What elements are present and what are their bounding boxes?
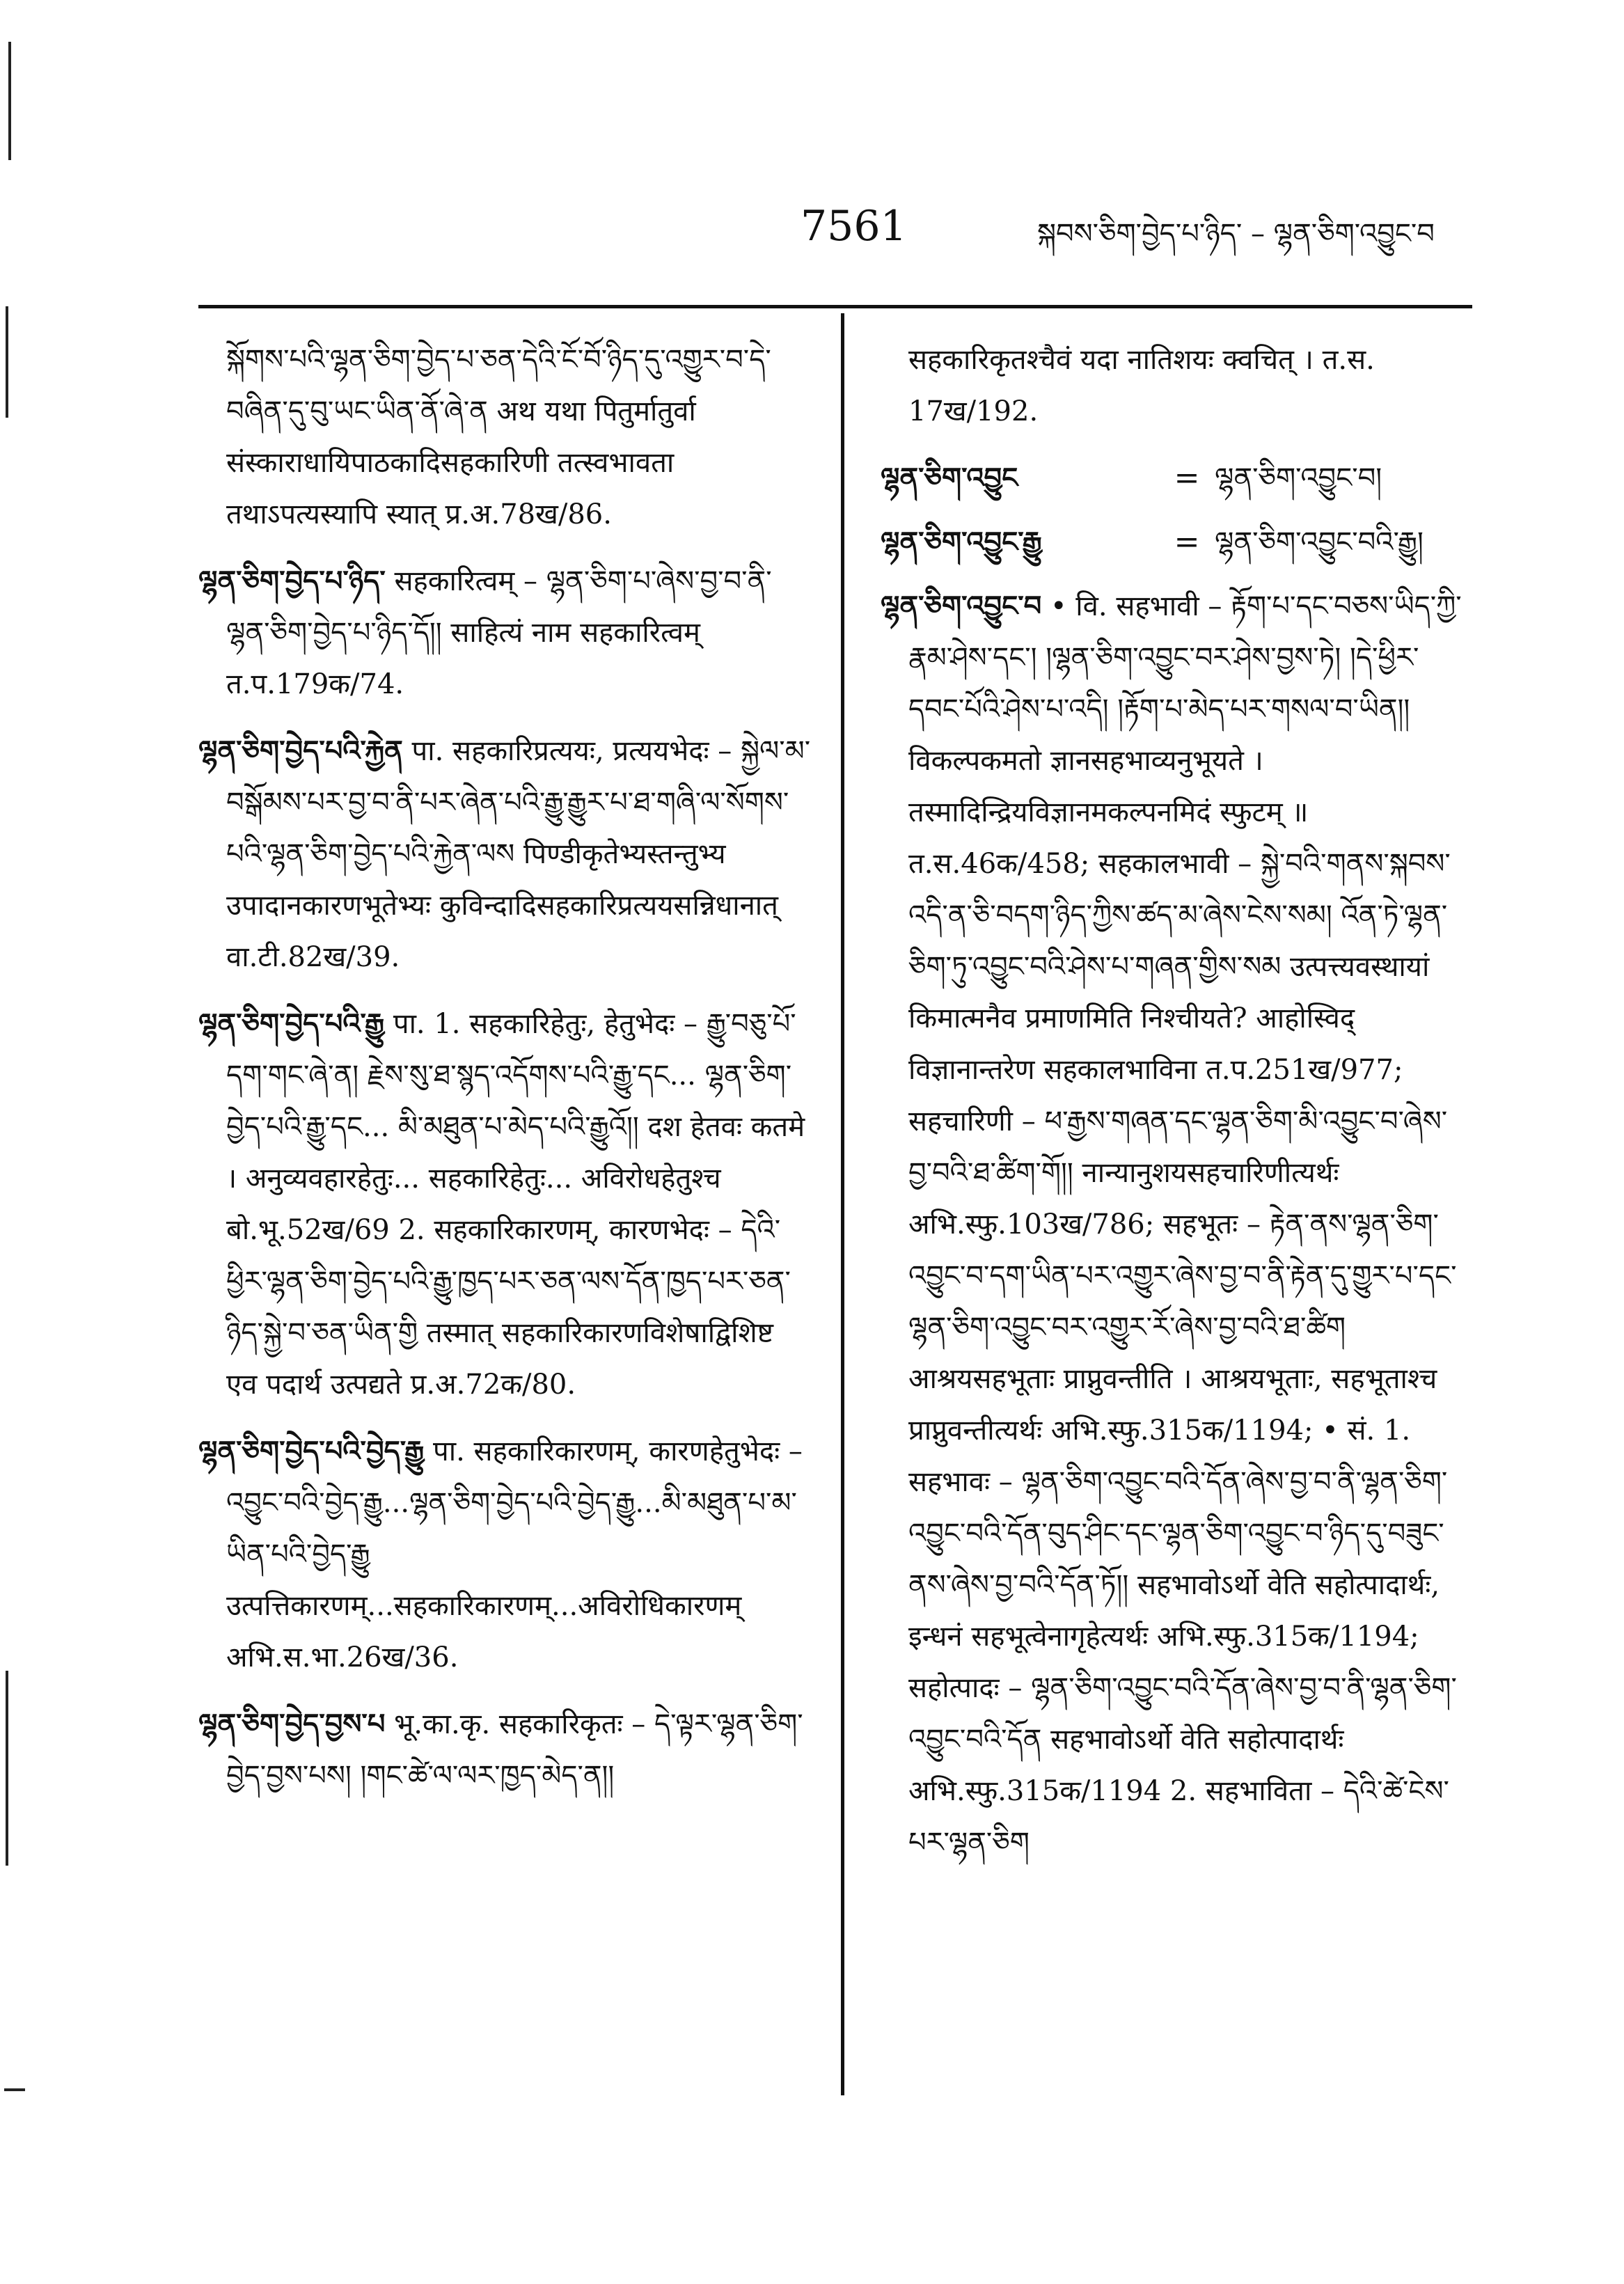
entry-headword: ལྷན་ཅིག་འབྱུང་བ [881,590,1042,622]
dictionary-entry [881,581,1469,1868]
entry-continuation: སྐོགས་པའི་ལྷན་ཅིག་བྱེད་པ་ཅན་དེའི་ངོ་བོ་ཉིད་དུ་འགྱུར་བ་དེ་བཞིན་དུ་བུ་ཡང་ཡིན་ནོ་ཞེ་ན अथ यथा पितुर्मातुर्वा संस्काराधायिपाठकादिसहकारिणी तत्स्वभावता तथाऽपत्यस्यापि स्यात् प्र.अ.78ख/86. [226,344,771,530]
right-column [881,334,1469,1884]
xref-equals: = [1174,524,1200,560]
xref-target: ལྷན་ཅིག་འབྱུང་བའི་རྒྱུ། [1215,526,1424,558]
margin-mark [6,306,8,418]
xref-head: ལྷན་ཅིག་འབྱུང་རྒྱུ [881,526,1042,558]
dictionary-entry [198,1699,811,1802]
cross-reference [881,452,1469,504]
entry-headword: ལྷན་ཅིག་བྱེད་པའི་བྱེད་རྒྱུ [198,1435,425,1467]
dictionary-entry [198,725,811,983]
entry-body: सहकारित्वम् – ལྷན་ཅིག་པ་ཞེས་བྱ་བ་ནི་ལྷན་ཅིག་བྱེད་པ་ཉིད་དོ།། साहित्यं नाम सहकारित्वम् त.प.179क/74. [226,565,772,700]
dictionary-entry [198,998,811,1410]
entry-headword: ལྷན་ཅིག་བྱེད་བྱས་པ [198,1708,386,1740]
entry-body: पा. सहकारिप्रत्ययः, प्रत्ययभेदः – སྐྱེལ་མ་བསྒོམས་པར་བྱ་བ་ནི་པར་ཞེན་པའི་རྒྱུ་རྒྱུར་པ་ཐ་གཞི་ལ་སོགས་པའི་ལྷན་ཅིག་བྱེད་པའི་རྐྱེན་ལས पिण्डीकृतेभ्यस्तन्तुभ्य उपादानकारणभूतेभ्यः कुविन्दादिसहकारिप्रत्ययसन्निधानात् वा.टी.82ख/39. [226,735,811,973]
entry-continuation: सहकारिकृतश्चैवं यदा नातिशयः क्वचित् । त.स. 17ख/192. [908,344,1375,427]
margin-mark [8,42,11,160]
margin-mark [4,2088,25,2091]
column-divider [841,313,844,2095]
cross-reference [881,517,1469,568]
header-rule [198,305,1472,308]
xref-head: ལྷན་ཅིག་འབྱུང [881,462,1018,494]
entry-headword: ལྷན་ཅིག་བྱེད་པའི་རྐྱེན [198,734,403,767]
entry-body: • वि. सहभावी – རྟོག་པ་དང་བཅས་ཡིད་ཀྱི་རྣམ་ཤེས་དང་། །ལྷན་ཅིག་འབྱུང་བར་ཤེས་བྱས་ཏེ། །དེ་ཕྱིར་དབང་པོའི་ཤེས་པ་འདི། །རྟོག་པ་མེད་པར་གསལ་བ་ཡིན།། विकल्पकमतो ज्ञानसहभाव्यनुभूयते । तस्मादिन्द्रियविज्ञानमकल्पनमिदं स्फुटम् ॥ त.स.46क/458; सहकालभावी – སྐྱེ་བའི་གནས་སྐབས་འདི་ན་ཅི་བདག་ཉིད་ཀྱིས་ཚད་མ་ཞེས་ངེས་སམ། འོན་ཏེ་ལྷན་ཅིག་ཏུ་འབྱུང་བའི་ཤེས་པ་གཞན་གྱིས་སམ उत्पत्त्यवस्थायां किमात्मनैव प्रमाणमिति निश्चीयते? आहोस्विद् विज्ञानान्तरेण सहकालभाविना त.प.251ख/977; सहचारिणी – ཕ་རྒྱས་གཞན་དང་ལྷན་ཅིག་མི་འབྱུང་བ་ཞེས་བྱ་བའི་ཐ་ཚིག་གོ།། नान्यानुशयसहचारिणीत्यर्थः अभि.स्फु.103ख/786; सहभूतः – རྟེན་ནས་ལྷན་ཅིག་འབྱུང་བ་དག་ཡིན་པར་འགྱུར་ཞེས་བྱ་བ་ནི་རྟེན་དུ་གྱུར་པ་དང་ལྷན་ཅིག་འབྱུང་བར་འགྱུར་རོ་ཞེས་བྱ་བའི་ཐ་ཚིག आश्रयसहभूताः प्राप्नुवन्तीति । आश्रयभूताः, सहभूताश्च प्राप्नुवन्तीत्यर्थः अभि.स्फु.315क/1194; • सं. 1. सहभावः – ལྷན་ཅིག་འབྱུང་བའི་དོན་ཞེས་བྱ་བ་ནི་ལྷན་ཅིག་འབྱུང་བའི་དོན་བུད་ཤིང་དང་ལྷན་ཅིག་འབྱུང་བ་ཉིད་དུ་བཟུང་ནས་ཞེས་བྱ་བའི་དོན་ཏོ།། सहभावोऽर्थो वेति सहोत्पादार्थः, इन्धनं सहभूत्वेनागृहेत्यर्थः अभि.स्फु.315क/1194; सहोत्पादः – ལྷན་ཅིག་འབྱུང་བའི་དོན་ཞེས་བྱ་བ་ནི་ལྷན་ཅིག་འབྱུང་བའི་དོན सहभावोऽर्थो वेति सहोत्पादार्थः अभि.स्फु.315क/1194 2. सहभाविता – དེའི་ཚེ་ངེས་པར་ལྷན་ཅིག [908,590,1462,1859]
entry-headword: ལྷན་ཅིག་བྱེད་པ་ཉིད་ [198,565,386,597]
entry-body: पा. सहकारिकारणम्, कारणहेतुभेदः – འབྱུང་བའི་བྱེད་རྒྱུ...ལྷན་ཅིག་བྱེད་པའི་བྱེད་རྒྱུ...མི་མཐུན་པ་མ་ཡིན་པའི་བྱེད་རྒྱུ उत्पत्तिकारणम्...सहकारिकारणम्...अविरोधिकारणम् अभि.स.भा.26ख/36. [226,1435,803,1673]
dictionary-entry [198,1426,811,1683]
margin-mark [6,1671,8,1866]
entry-body: भू.का.कृ. सहकारिकृतः – དེ་ལྟར་ལྷན་ཅིག་བྱེད་བྱས་པས། །གང་ཚེ་ལ་ལར་ཁྱད་མེད་ན།། [226,1708,803,1792]
dictionary-entry [198,556,811,710]
entry-body: पा. 1. सहकारिहेतुः, हेतुभेदः – རྒྱུ་བཅུ་པོ་དག་གང་ཞེ་ན། རྗེས་སུ་ཐ་སྙད་འདོགས་པའི་རྒྱུ་དང... ལྷན་ཅིག་བྱེད་པའི་རྒྱུ་དང... མི་མཐུན་པ་མེད་པའི་རྒྱུའོ།། दश हेतवः कतमे । अनुव्यवहारहेतुः... सहकारिहेतुः... अविरोधहेतुश्च बो.भू.52ख/69 2. सहकारिकारणम्, कारणभेदः – དེའི་ཕྱིར་ལྷན་ཅིག་བྱེད་པའི་རྒྱུ་ཁྱད་པར་ཅན་ལས་དོན་ཁྱད་པར་ཅན་ཉིད་སྐྱེ་བ་ཅན་ཡིན་གྱི तस्मात् सहकारिकारणविशेषाद्विशिष्ट एव पदार्थ उत्पद्यते प्र.अ.72क/80. [226,1008,805,1401]
xref-target: ལྷན་ཅིག་འབྱུང་བ། [1215,462,1382,494]
page-number: 7561 [801,202,907,251]
xref-equals: = [1174,460,1200,496]
running-head: སྐབས་ཅིག་བྱེད་པ་ཉིད་ – ལྷན་ཅིག་འབྱུང་བ [1037,218,1435,250]
entry-headword: ལྷན་ཅིག་བྱེད་པའི་རྒྱུ [198,1007,385,1040]
left-column [198,334,811,1817]
